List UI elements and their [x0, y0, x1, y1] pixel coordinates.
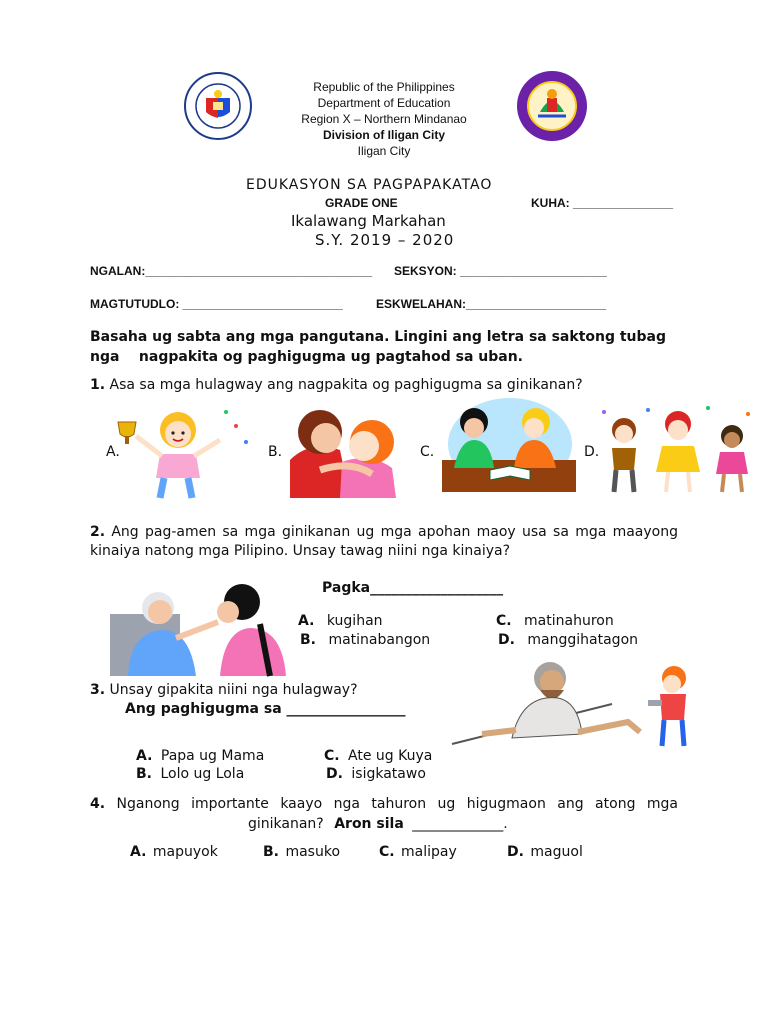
- question-4-text: Nganong importante kaayo nga tahuron ug higugmaon ang atong mga: [116, 796, 678, 812]
- choice-letter: D.: [507, 844, 524, 860]
- q1-option-c[interactable]: C.: [420, 444, 435, 460]
- question-2: [90, 523, 678, 561]
- seksyon-field: SEKSYON: ______________________: [394, 264, 607, 278]
- choice-text: kugihan: [326, 613, 383, 629]
- q4-choice-b[interactable]: [263, 844, 340, 860]
- choice-text: Papa ug Mama: [160, 748, 265, 764]
- subject-title: EDUKASYON SA PAGPAPAKATAO: [246, 177, 493, 193]
- choice-text: isigkatawo: [351, 766, 426, 782]
- choice-text: Ate ug Kuya: [348, 748, 433, 764]
- choice-letter: A.: [136, 748, 153, 764]
- children-playing-illustration: [598, 400, 758, 496]
- question-2-text: Ang pag-amen sa mga ginikanan ug mga apohan maoy usa sa mga maayong kinaiya natong mga Pilipino. Unsay tawag niini nga kinaiya?: [90, 524, 678, 559]
- quarter-title: Ikalawang Markahan: [291, 212, 446, 230]
- eskwelahan-field: ESKWELAHAN:_____________________: [376, 297, 607, 311]
- grade-label: GRADE ONE: [325, 196, 398, 210]
- q2-choice-b[interactable]: [300, 632, 430, 648]
- ngalan-field: NGALAN:__________________________________: [90, 264, 373, 278]
- q3-choice-a[interactable]: [136, 748, 264, 764]
- question-1-number: 1.: [90, 377, 106, 393]
- choice-letter: A.: [130, 844, 147, 860]
- question-3-text: Unsay gipakita niini nga hulagway?: [109, 682, 358, 698]
- header-line-city: Iligan City: [357, 144, 411, 158]
- choice-text: matinabangon: [328, 632, 431, 648]
- q2-choice-d[interactable]: [498, 632, 638, 648]
- mother-hugging-child-illustration: [280, 400, 414, 498]
- question-4-blank: _____________.: [412, 816, 508, 832]
- choice-text: maguol: [530, 844, 583, 860]
- question-1: [90, 376, 678, 395]
- q2-choice-a[interactable]: [298, 613, 383, 629]
- question-4-line-2: [90, 815, 508, 834]
- choice-letter: C.: [496, 613, 512, 629]
- choice-letter: B.: [300, 632, 316, 648]
- header-line-republic: Republic of the Philippines: [313, 80, 455, 94]
- school-year: S.Y. 2019 – 2020: [315, 231, 455, 249]
- question-3-number: 3.: [90, 682, 106, 698]
- q3-choice-d[interactable]: [326, 766, 426, 782]
- header-line-deped: Department of Education: [317, 96, 451, 110]
- choice-letter: C.: [379, 844, 395, 860]
- choice-text: malipay: [401, 844, 457, 860]
- q4-choice-c[interactable]: [379, 844, 457, 860]
- q3-choice-b[interactable]: [136, 766, 244, 782]
- q4-choice-a[interactable]: [130, 844, 218, 860]
- header-line-division: Division of Iligan City: [322, 128, 445, 142]
- children-reading-illustration: [440, 398, 578, 494]
- question-2-blank: Pagka___________________: [322, 580, 504, 596]
- question-4: [90, 795, 678, 814]
- choice-letter: B.: [263, 844, 279, 860]
- choice-text: matinahuron: [524, 613, 614, 629]
- kuha-field: KUHA: _______________: [531, 196, 674, 210]
- aron-sila-label: Aron sila: [334, 816, 404, 832]
- question-4-text-2: ginikanan?: [248, 816, 324, 832]
- choice-text: masuko: [285, 844, 341, 860]
- choice-letter: D.: [326, 766, 343, 782]
- header-line-region: Region X – Northern Mindanao: [301, 112, 467, 126]
- choice-letter: A.: [298, 613, 315, 629]
- choice-text: manggihatagon: [527, 632, 639, 648]
- choice-letter: B.: [136, 766, 152, 782]
- question-4-number: 4.: [90, 796, 106, 812]
- q1-option-b[interactable]: B.: [268, 444, 283, 460]
- instructions: Basaha ug sabta ang mga pangutana. Lingini ang letra sa saktong tubag nga nagpakita og paghigugma ug pagtahod sa uban.: [90, 329, 671, 365]
- question-2-number: 2.: [90, 524, 106, 540]
- question-3: [90, 681, 358, 700]
- q3-choice-c[interactable]: [324, 748, 432, 764]
- girl-with-trophy-illustration: [116, 404, 256, 500]
- q1-option-d[interactable]: D.: [584, 444, 600, 460]
- choice-text: mapuyok: [152, 844, 218, 860]
- question-1-text: Asa sa mga hulagway ang nagpakita og paghigugma sa ginikanan?: [109, 377, 583, 393]
- beggar-and-child-illustration: [452, 654, 708, 750]
- q2-choice-c[interactable]: [496, 613, 614, 629]
- q1-option-a[interactable]: A.: [106, 444, 120, 460]
- question-3-blank: Ang paghigugma sa _________________: [125, 701, 406, 717]
- choice-text: Lolo ug Lola: [160, 766, 245, 782]
- choice-letter: D.: [498, 632, 515, 648]
- q4-choice-d[interactable]: [507, 844, 583, 860]
- magtutudlo-field: MAGTUTUDLO: ________________________: [90, 297, 343, 311]
- choice-letter: C.: [324, 748, 340, 764]
- child-blessing-elder-illustration: [110, 584, 290, 676]
